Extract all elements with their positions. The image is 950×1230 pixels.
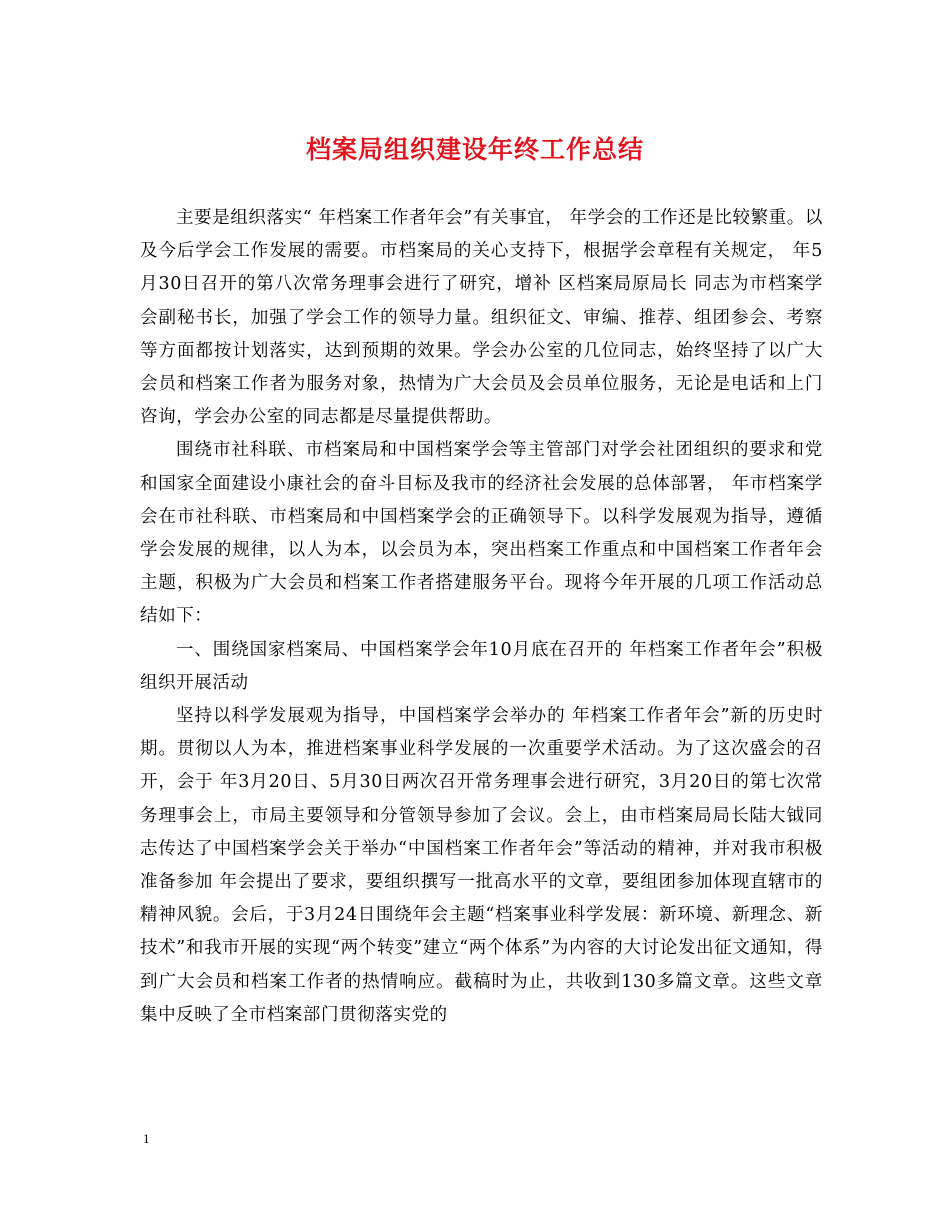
document-body bbox=[140, 202, 823, 1032]
paragraph-2: 围绕市社科联、市档案局和中国档案学会等主管部门对学会社团组织的要求和党和国家全面建设小康社会的奋斗目标及我市的经济社会发展的总体部署， 年市档案学会在市社科联、市档案局和中国档案学会的正确领导下。以科学发展观为指导，遵循学会发展的规律，以人为本，以会员为本，突出档案工作重点和中国档案工作者年会主题，积极为广大会员和档案工作者搭建服务平台。现将今年开展的几项工作活动总结如下： bbox=[140, 440, 823, 627]
section-heading-1: 一、围绕国家档案局、中国档案学会年10月底在召开的 年档案工作者年会”积极组织开展活动 bbox=[140, 639, 823, 693]
paragraph-3: 坚持以科学发展观为指导，中国档案学会举办的 年档案工作者年会”新的历史时期。贯彻以人为本，推进档案事业科学发展的一次重要学术活动。为了这次盛会的召开，会于 年3月20日、5月30日两次召开常务理事会进行研究，3月20日的第七次常务理事会上，市局主要领导和分管领导参加了会议。会上，由市档案局局长陆大钺同志传达了中国档案学会关于举办“中国档案工作者年会”等活动的精神，并对我市积极准备参加 年会提出了要求，要组织撰写一批高水平的文章，要组团参加体现直辖市的精神风貌。会后，于3月24日围绕年会主题“档案事业科学发展：新环境、新理念、新技术”和我市开展的实现“两个转变”建立“两个体系”为内容的大讨论发出征文通知，得到广大会员和档案工作者的热情响应。截稿时为止，共收到130多篇文章。这些文章集中反映了全市档案部门贯彻落实党的 bbox=[140, 706, 823, 1025]
paragraph-1: 主要是组织落实“ 年档案工作者年会”有关事宜， 年学会的工作还是比较繁重。以及今后学会工作发展的需要。市档案局的关心支持下，根据学会章程有关规定， 年5月30日召开的第八次常务理事会进行了研究，增补 区档案局原局长 同志为市档案学会副秘书长，加强了学会工作的领导力量。组织征文、审编、推荐、组团参会、考察等方面都按计划落实，达到预期的效果。学会办公室的几位同志，始终坚持了以广大会员和档案工作者为服务对象，热情为广大会员及会员单位服务，无论是电话和上门咨询，学会办公室的同志都是尽量提供帮助。 bbox=[140, 208, 823, 428]
page-number: 1 bbox=[143, 1131, 150, 1146]
document-title: 档案局组织建设年终工作总结 bbox=[305, 135, 644, 164]
